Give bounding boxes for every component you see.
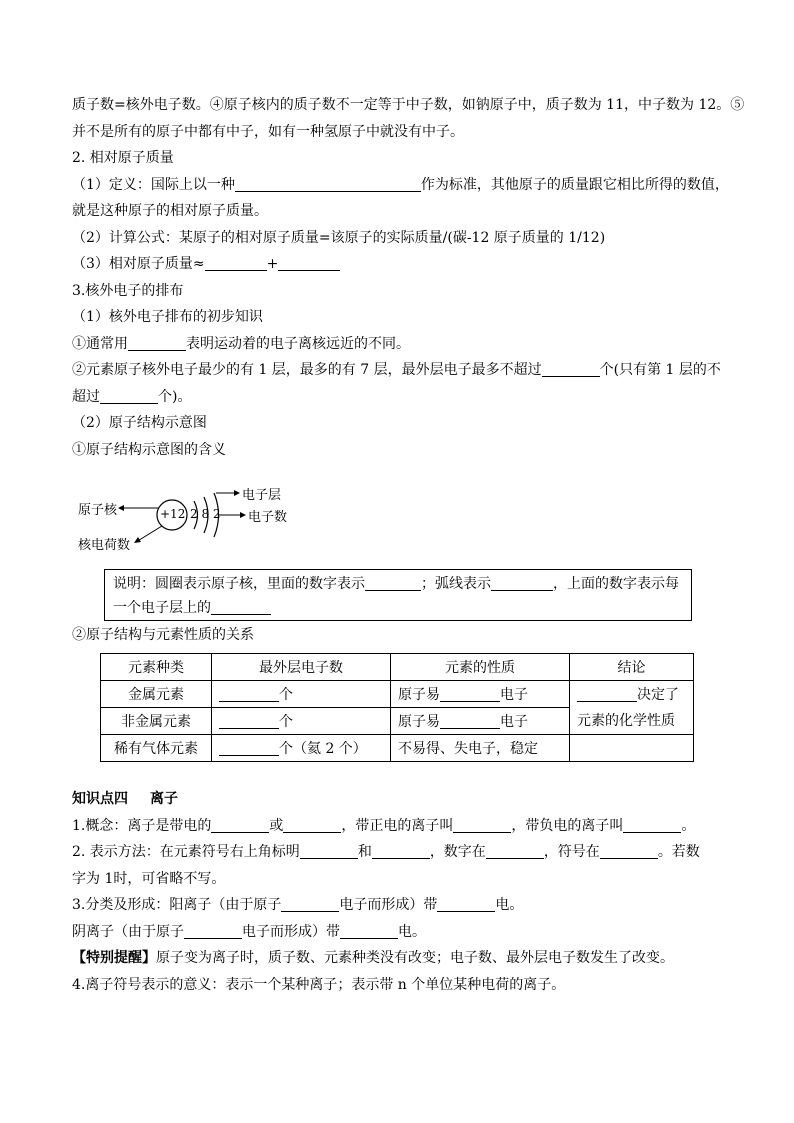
- blank[interactable]: [340, 922, 398, 939]
- explanation-box: 说明：圆圈表示原子核，里面的数字表示 ；弧线表示 ，上面的数字表示每 一个电子层上的: [104, 569, 692, 621]
- section-title: 3.核外电子的排布: [72, 282, 184, 299]
- paragraph: 4.离子符号表示的意义：表示一个某种离子；表示带 n 个单位某种电荷的离子。: [72, 976, 566, 993]
- paragraph: 并不是所有的原子中都有中子，如有一种氢原子中就没有中子。: [72, 123, 464, 140]
- blank[interactable]: [211, 598, 271, 615]
- subsection-title: （1）核外电子排布的初步知识: [72, 309, 263, 325]
- blank[interactable]: [300, 842, 358, 859]
- paragraph: 字为 1时，可省略不写。: [72, 870, 226, 887]
- charge-label: 核电荷数: [78, 538, 131, 553]
- blank[interactable]: [437, 895, 495, 912]
- paragraph: ①通常用 表明运动着的电子离核远近的不同。: [72, 335, 410, 352]
- blank[interactable]: [281, 895, 339, 912]
- electron-count-label: 电子数: [248, 510, 288, 525]
- nucleus-label: 原子核: [78, 503, 118, 518]
- subsection-title: （2）原子结构示意图: [72, 415, 207, 431]
- nucleus-charge: +12: [160, 507, 186, 521]
- paragraph: 【特别提醒】原子变为离子时，质子数、元素种类没有改变；电子数、最外层电子数发生了改变。: [72, 950, 674, 966]
- table-row: 金属元素 个 原子易 电子 决定了 元素的化学性质: [101, 681, 694, 708]
- blank[interactable]: [486, 842, 544, 859]
- document-page: [72, 92, 745, 463]
- blank[interactable]: [219, 685, 279, 702]
- table-row: 稀有气体元素 个（氦 2 个） 不易得、失电子，稳定: [101, 735, 694, 762]
- blank[interactable]: [600, 842, 658, 859]
- conclusion-cell: 决定了 元素的化学性质: [570, 681, 694, 735]
- tip-label: 【特别提醒】: [72, 950, 156, 966]
- paragraph: （2）计算公式：某原子的相对原子质量=该原子的实际质量/(碳-12 原子质量的 1/12): [72, 229, 606, 246]
- paragraph: 就是这种原子的相对原子质量。: [72, 203, 268, 219]
- paragraph: 1.概念：离子是带电的 或 ，带正电的离子叫 ，带负电的离子叫 。: [72, 817, 696, 834]
- table-header-row: 元素种类 最外层电子数 元素的性质 结论: [101, 654, 694, 681]
- blank[interactable]: [365, 574, 421, 591]
- blank[interactable]: [440, 712, 500, 729]
- blank[interactable]: [205, 254, 267, 271]
- blank[interactable]: [219, 712, 279, 729]
- blank[interactable]: [100, 387, 158, 404]
- paragraph: （3）相对原子质量≈ +: [72, 251, 732, 278]
- paragraph: ②元素原子核外电子最少的有 1 层，最多的有 7 层，最外层电子最多不超过 个(只有第 1 层的不: [72, 362, 721, 378]
- table-row: 非金属元素 个 原子易 电子: [101, 708, 694, 735]
- paragraph: 3.分类及形成：阳离子（由于原子 电子而形成）带 电。: [72, 897, 524, 913]
- electron-numbers: 2 8 2: [190, 507, 221, 521]
- blank[interactable]: [278, 254, 340, 271]
- blank[interactable]: [128, 334, 186, 351]
- paragraph: 质子数=核外电子数。④原子核内的质子数不一定等于中子数，如钠原子中，质子数为 11，中子数为 12。⑤: [72, 97, 745, 113]
- paragraph: （1）定义：国际上以一种 作为标准，其他原子的质量跟它相比所得的数值，: [72, 176, 729, 193]
- paragraph: ①原子结构示意图的含义: [72, 441, 226, 458]
- ions-section: [72, 786, 732, 998]
- blank[interactable]: [219, 739, 279, 756]
- blank[interactable]: [211, 816, 269, 833]
- section-title: 2. 相对原子质量: [72, 150, 174, 166]
- atom-structure-diagram: [74, 482, 334, 554]
- blank[interactable]: [235, 175, 421, 192]
- section-heading: 知识点四 离子: [72, 791, 178, 807]
- blank[interactable]: [577, 685, 637, 702]
- paragraph: ②原子结构与元素性质的关系: [72, 627, 254, 643]
- paragraph: 阴离子（由于原子 电子而形成）带 电。: [72, 923, 426, 940]
- blank[interactable]: [453, 816, 511, 833]
- paragraph: 超过 个)。: [72, 388, 192, 405]
- blank[interactable]: [283, 816, 341, 833]
- blank[interactable]: [372, 842, 430, 859]
- blank[interactable]: [184, 922, 242, 939]
- shell-label: 电子层: [242, 488, 282, 503]
- paragraph: 2. 表示方法：在元素符号右上角标明 和 ，数字在 ，符号在 。若数: [72, 844, 700, 860]
- blank[interactable]: [440, 685, 500, 702]
- element-property-table: [100, 653, 694, 762]
- blank[interactable]: [623, 816, 681, 833]
- blank[interactable]: [542, 360, 600, 377]
- blank[interactable]: [491, 574, 553, 591]
